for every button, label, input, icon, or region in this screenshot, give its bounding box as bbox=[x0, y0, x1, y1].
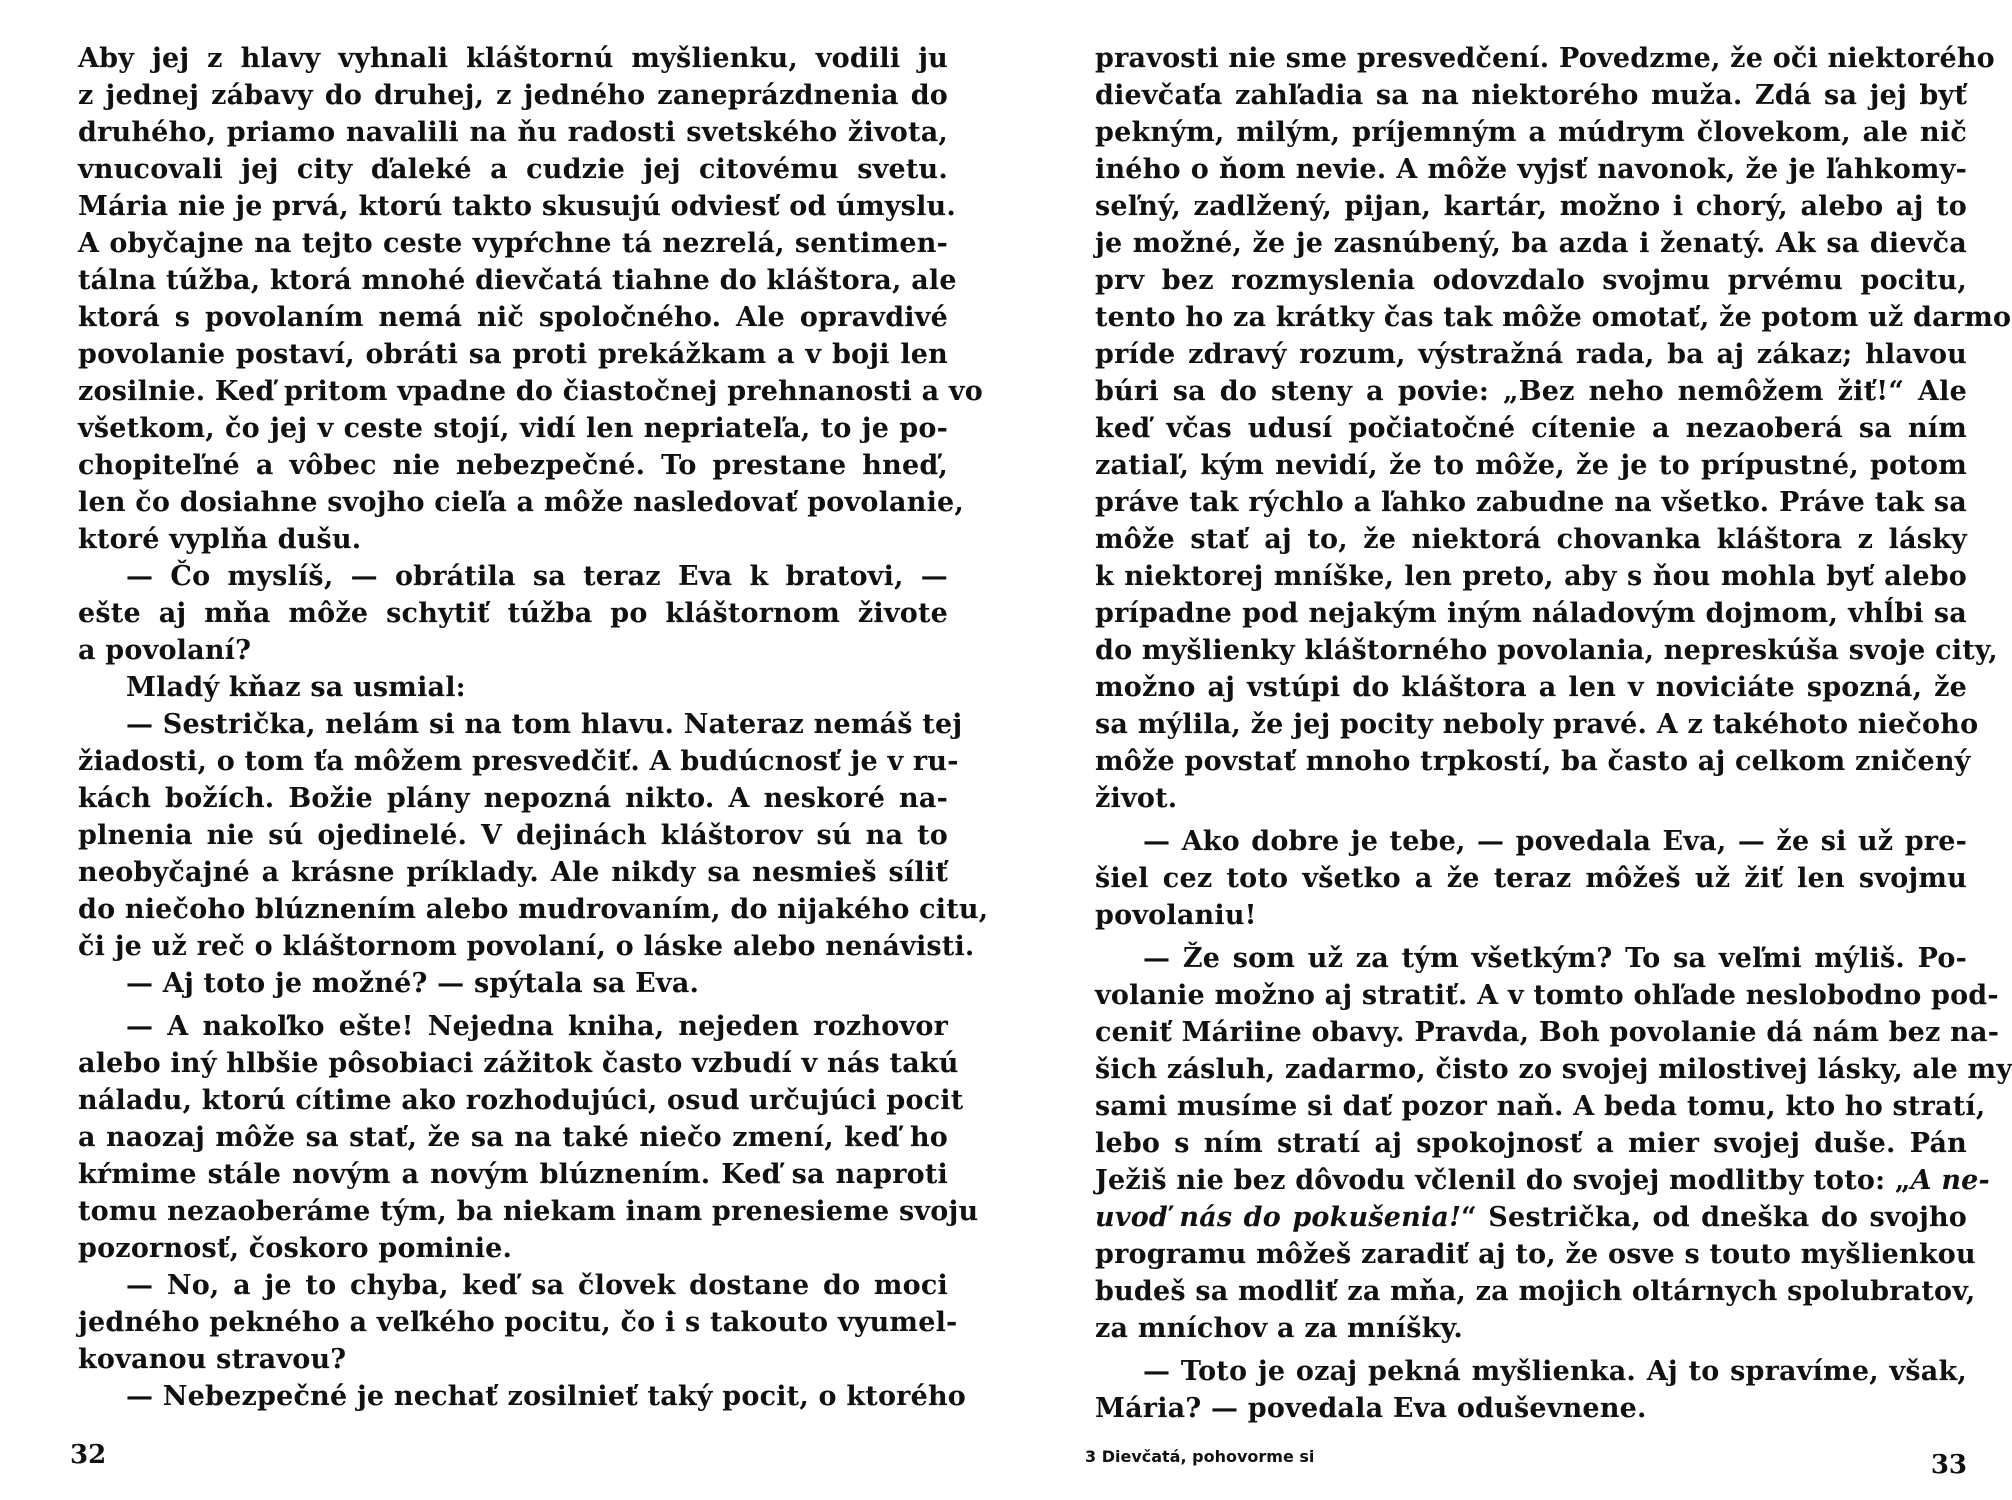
text-line: A obyčajne na tejto ceste vypŕchne tá nezrelá, sentimen- bbox=[78, 228, 948, 259]
text-line: všetkom, čo jej v ceste stojí, vidí len nepriateľa, to je po- bbox=[78, 413, 948, 444]
text-line: plnenia nie sú ojedinelé. V dejinách kláštorov sú na to bbox=[78, 820, 948, 851]
left-page-text bbox=[78, 40, 989, 1415]
text-line: Mária nie je prvá, ktorú takto skusujú odviesť od úmyslu. bbox=[78, 191, 956, 222]
text-line: život. bbox=[1095, 783, 1178, 814]
text-line: sa mýlila, že jej pocity neboly pravé. A z takéhoto niečoho bbox=[1095, 709, 1979, 740]
page-number-left: 32 bbox=[70, 1440, 107, 1470]
left-page bbox=[70, 0, 989, 1500]
text-line: je možné, že je zasnúbený, ba azda i ženatý. Ak sa dievča bbox=[1095, 228, 1967, 259]
italic-quote: uvoď nás do pokušenia! bbox=[1095, 1202, 1462, 1233]
text-line: len čo dosiahne svojho cieľa a môže nasledovať povolanie, bbox=[78, 487, 965, 518]
text-line: a povolaní? bbox=[78, 635, 252, 666]
text-line: šich zásluh, zadarmo, čisto zo svojej milostivej lásky, ale my bbox=[1095, 1054, 2012, 1085]
text-line: — Čo myslíš, — obrátila sa teraz Eva k bratovi, — bbox=[126, 561, 948, 592]
text-line: druhého, priamo navalili na ňu radosti svetského života, bbox=[78, 117, 948, 148]
text-line: Aby jej z hlavy vyhnali kláštornú myšlienku, vodili ju bbox=[78, 43, 948, 74]
text-line: — Aj toto je možné? — spýtala sa Eva. bbox=[126, 968, 700, 999]
text-line: — Že som už za tým všetkým? To sa veľmi mýliš. Po- bbox=[1143, 943, 1967, 974]
text-line: — Sestrička, nelám si na tom hlavu. Nateraz nemáš tej bbox=[126, 709, 963, 740]
text-line: prv bez rozmyslenia odovzdalo svojmu prvému pocitu, bbox=[1095, 265, 1967, 296]
right-page-text bbox=[1095, 40, 2012, 1427]
text-line: do myšlienky kláštorného povolania, nepreskúša svoje city, bbox=[1095, 635, 1998, 666]
printer-signature: 3 Dievčatá, pohovorme si bbox=[1085, 1447, 1315, 1466]
text-line: k niektorej mníške, len preto, aby s ňou mohla byť alebo bbox=[1095, 561, 1967, 592]
text-line: búri sa do steny a povie: „Bez neho nemôžem žiť!“ Ale bbox=[1095, 376, 1967, 407]
text-line: prípadne pod nejakým iným náladovým dojmom, vhĺbi sa bbox=[1095, 598, 1967, 629]
text-line: tomu nezaoberáme tým, ba niekam inam prenesieme svoju bbox=[78, 1196, 979, 1227]
text-line: uvoď nás do pokušenia!“ Sestrička, od dneška do svojho bbox=[1095, 1202, 1967, 1233]
text-line: zatiaľ, kým nevidí, že to môže, že je to prípustné, potom bbox=[1095, 450, 1967, 481]
text-line: chopiteľné a vôbec nie nebezpečné. To prestane hneď, bbox=[78, 450, 948, 481]
text-line: z jednej zábavy do druhej, z jedného zaneprázdnenia do bbox=[78, 80, 948, 111]
text-line: volanie možno aj stratiť. A v tomto ohľade neslobodno pod- bbox=[1095, 980, 1999, 1011]
text-line: náladu, ktorú cítime ako rozhodujúci, osud určujúci pocit bbox=[78, 1085, 964, 1116]
text-line: ceniť Máriine obavy. Pravda, Boh povolanie dá nám bez na- bbox=[1095, 1017, 2000, 1048]
text-line: kovanou stravou? bbox=[78, 1344, 347, 1375]
text-line: Mária? — povedala Eva oduševnene. bbox=[1095, 1393, 1647, 1424]
text-line: tento ho za krátky čas tak môže omotať, že potom už darmo bbox=[1095, 302, 2012, 333]
text-line: — A nakoľko ešte! Nejedna kniha, nejeden rozhovor bbox=[126, 1011, 948, 1042]
text-line: — Toto je ozaj pekná myšlienka. Aj to spravíme, však, bbox=[1143, 1356, 1967, 1387]
text-line: a naozaj môže sa stať, že sa na také niečo zmení, keď ho bbox=[78, 1122, 948, 1153]
text-line: sami musíme si dať pozor naň. A beda tomu, kto ho stratí, bbox=[1095, 1091, 1986, 1122]
text-line: môže povstať mnoho trpkostí, ba často aj celkom zničený bbox=[1095, 746, 1971, 777]
text-line: Ježiš nie bez dôvodu včlenil do svojej modlitby toto: „A ne- bbox=[1095, 1165, 1990, 1196]
text-line: za mníchov a za mníšky. bbox=[1095, 1313, 1463, 1344]
text-line: seľný, zadlžený, pijan, kartár, možno i chorý, alebo aj to bbox=[1095, 191, 1967, 222]
text-line: Mladý kňaz sa usmial: bbox=[126, 672, 466, 703]
text-line: — Nebezpečné je nechať zosilnieť taký pocit, o ktorého bbox=[126, 1381, 966, 1412]
text-line: vnucovali jej city ďaleké a cudzie jej citovému svetu. bbox=[78, 154, 948, 185]
text-line: — No, a je to chyba, keď sa človek dostane do moci bbox=[126, 1270, 948, 1301]
text-line: alebo iný hlbšie pôsobiaci zážitok často vzbudí v nás takú bbox=[78, 1048, 959, 1079]
text-line: žiadosti, o tom ťa môžem presvedčiť. A budúcnosť je v ru- bbox=[78, 746, 959, 777]
text-line: zosilnie. Keď pritom vpadne do čiastočnej prehnanosti a vo bbox=[78, 376, 983, 407]
page-number-right: 33 bbox=[1930, 1450, 1967, 1480]
text-line: pekným, milým, príjemným a múdrym človekom, ale nič bbox=[1095, 117, 1967, 148]
text-line: môže stať aj to, že niektorá chovanka kláštora z lásky bbox=[1095, 524, 1967, 555]
text-line: budeš sa modliť za mňa, za mojich oltárnych spolubratov, bbox=[1095, 1276, 1976, 1307]
text-line: dievčaťa zahľadia sa na niektorého muža. Zdá sa jej byť bbox=[1095, 80, 1967, 111]
text-line: do niečoho blúznením alebo mudrovaním, do nijakého citu, bbox=[78, 894, 989, 925]
text-line: lebo s ním stratí aj spokojnosť a mier svojej duše. Pán bbox=[1095, 1128, 1967, 1159]
text-line: šiel cez toto všetko a že teraz môžeš už žiť len svojmu bbox=[1095, 863, 1967, 894]
right-page bbox=[1085, 0, 2012, 1500]
text-line: kách božích. Božie plány nepozná nikto. A neskoré na- bbox=[78, 783, 948, 814]
text-line: iného o ňom nevie. A môže vyjsť navonok, že je ľahkomy- bbox=[1095, 154, 1967, 185]
text-line: keď včas udusí počiatočné cítenie a nezaoberá sa ním bbox=[1095, 413, 1967, 444]
text-line: možno aj vstúpi do kláštora a len v noviciáte spozná, že bbox=[1095, 672, 1967, 703]
text-line: príde zdravý rozum, výstražná rada, ba aj zákaz; hlavou bbox=[1095, 339, 1967, 370]
text-line: programu môžeš zaradiť aj to, že osve s touto myšlienkou bbox=[1095, 1239, 1976, 1270]
text-line: ktoré vyplňa dušu. bbox=[78, 524, 362, 555]
text-line: — Ako dobre je tebe, — povedala Eva, — že si už pre- bbox=[1143, 826, 1967, 857]
text-line: neobyčajné a krásne príklady. Ale nikdy sa nesmieš síliť bbox=[78, 857, 948, 888]
text-line: povolaniu! bbox=[1095, 900, 1257, 931]
text-line: ešte aj mňa môže schytiť túžba po kláštornom živote bbox=[78, 598, 948, 629]
text-line: práve tak rýchlo a ľahko zabudne na všetko. Práve tak sa bbox=[1095, 487, 1967, 518]
text-line: pozornosť, čoskoro pominie. bbox=[78, 1233, 513, 1264]
text-line: tálna túžba, ktorá mnohé dievčatá tiahne do kláštora, ale bbox=[78, 265, 957, 296]
text-line: či je už reč o kláštornom povolaní, o láske alebo nenávisti. bbox=[78, 931, 975, 962]
text-line: pravosti nie sme presvedčení. Povedzme, že oči niektorého bbox=[1095, 43, 1995, 74]
text-line: jedného pekného a veľkého pocitu, čo i s takouto vyumel- bbox=[78, 1307, 958, 1338]
text-line: povolanie postaví, obráti sa proti prekážkam a v boji len bbox=[78, 339, 948, 370]
text-line: ktorá s povolaním nemá nič spoločného. Ale opravdivé bbox=[78, 302, 948, 333]
text-line: kŕmime stále novým a novým blúznením. Keď sa naproti bbox=[78, 1159, 948, 1190]
italic-quote: A ne- bbox=[1910, 1165, 1990, 1196]
